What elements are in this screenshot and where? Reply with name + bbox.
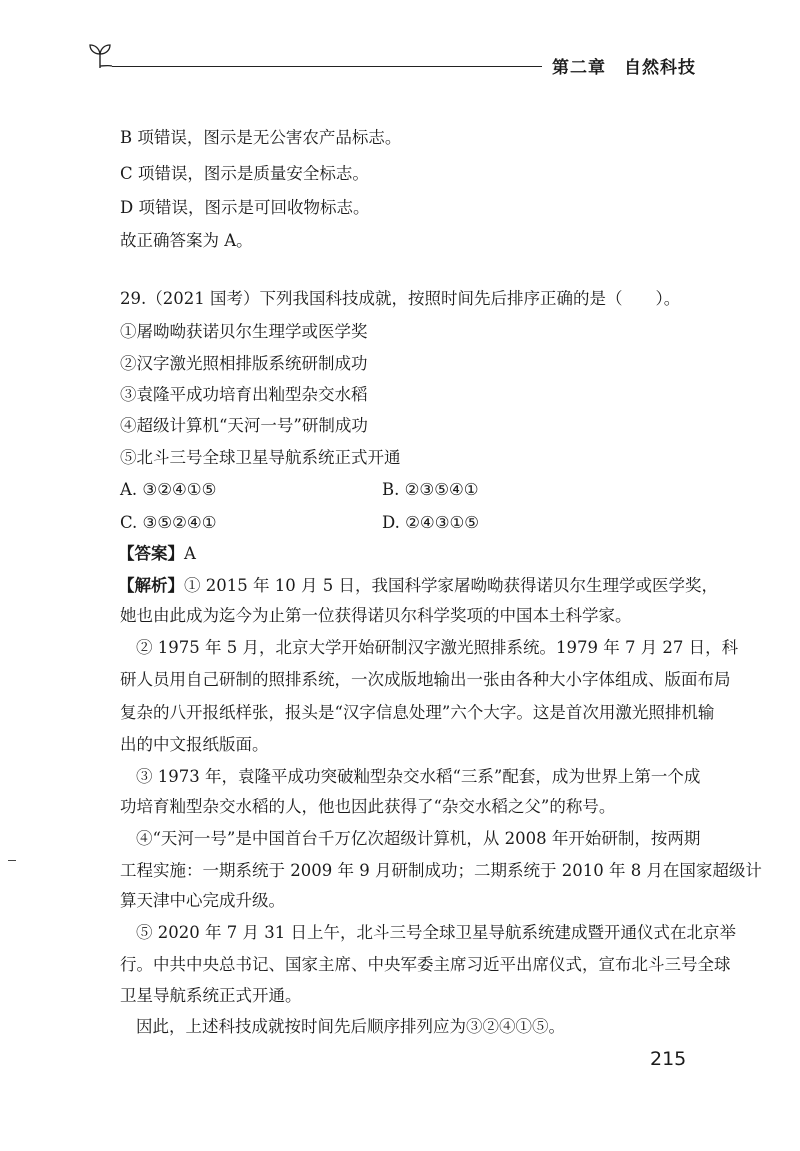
analysis-p4-line1: ④“天河一号”是中国首台千万亿次超级计算机，从 2008 年开始研制，按两期 [136, 829, 701, 848]
question-stem: 29.（2021 国考）下列我国科技成就，按照时间先后排序正确的是（ ）。 [120, 289, 681, 308]
prev-answer-conclusion: 故正确答案为 A。 [120, 231, 253, 250]
analysis-p4-line2: 工程实施：一期系统于 2009 年 9 月研制成功；二期系统于 2010 年 8 月在国家超级计 [120, 861, 762, 880]
page-number: 215 [650, 1048, 687, 1070]
chapter-name: 自然科技 [624, 58, 696, 78]
header-rule [112, 66, 542, 67]
option-a: A. ③②④①⑤ [120, 480, 217, 499]
analysis-p2-line3: 复杂的八开报纸样张，报头是“汉字信息处理”六个大字。这是首次用激光照排机输 [120, 703, 715, 722]
analysis-p5-line1: ⑤ 2020 年 7 月 31 日上午，北斗三号全球卫星导航系统建成暨开通仪式在北京举 [136, 923, 736, 942]
chapter-number: 第二章 [552, 58, 606, 78]
answer-value: A [184, 544, 196, 563]
analysis-label: 【解析】 [118, 576, 184, 595]
prev-answer-d: D 项错误，图示是可回收物标志。 [120, 198, 370, 217]
analysis-conclusion: 因此，上述科技成就按时间先后顺序排列应为③②④①⑤。 [136, 1017, 565, 1036]
answer-label: 【答案】 [118, 544, 184, 563]
analysis-p4-line3: 算天津中心完成升级。 [120, 891, 285, 910]
answer-line [118, 544, 196, 564]
analysis-p1-line2: 她也由此成为迄今为止第一位获得诺贝尔科学奖项的中国本土科学家。 [120, 606, 632, 625]
question-item-2: ②汉字激光照相排版系统研制成功 [120, 354, 368, 373]
page-header [0, 0, 800, 80]
option-b: B. ②③⑤④① [382, 480, 479, 499]
question-item-3: ③袁隆平成功培育出籼型杂交水稻 [120, 385, 368, 404]
analysis-p1-text1: ① 2015 年 10 月 5 日，我国科学家屠呦呦获得诺贝尔生理学或医学奖， [184, 576, 718, 595]
analysis-p1-line1 [118, 576, 718, 596]
analysis-p2-line4: 出的中文报纸版面。 [120, 735, 269, 754]
chapter-title [552, 53, 696, 78]
question-item-1: ①屠呦呦获诺贝尔生理学或医学奖 [120, 322, 368, 341]
analysis-p2-line2: 研人员用自己研制的照排系统，一次成版地输出一张由各种大小字体组成、版面布局 [120, 670, 731, 689]
analysis-p5-line2: 行。中共中央总书记、国家主席、中央军委主席习近平出席仪式，宣布北斗三号全球 [120, 955, 731, 974]
prev-answer-c: C 项错误，图示是质量安全标志。 [120, 164, 369, 183]
question-item-5: ⑤北斗三号全球卫星导航系统正式开通 [120, 448, 401, 467]
question-item-4: ④超级计算机“天河一号”研制成功 [120, 416, 368, 435]
option-d: D. ②④③①⑤ [382, 513, 480, 532]
analysis-p3-line1: ③ 1973 年，袁隆平成功突破籼型杂交水稻“三系”配套，成为世界上第一个成 [136, 767, 701, 786]
margin-mark [8, 860, 16, 861]
analysis-p3-line2: 功培育籼型杂交水稻的人，他也因此获得了“杂交水稻之父”的称号。 [120, 797, 616, 816]
prev-answer-b: B 项错误，图示是无公害农产品标志。 [120, 128, 402, 147]
sprout-icon [86, 40, 114, 70]
analysis-p5-line3: 卫星导航系统正式开通。 [120, 986, 302, 1005]
option-c: C. ③⑤②④① [120, 513, 217, 532]
analysis-p2-line1: ② 1975 年 5 月，北京大学开始研制汉字激光照排系统。1979 年 7 月 27 日，科 [136, 638, 739, 657]
